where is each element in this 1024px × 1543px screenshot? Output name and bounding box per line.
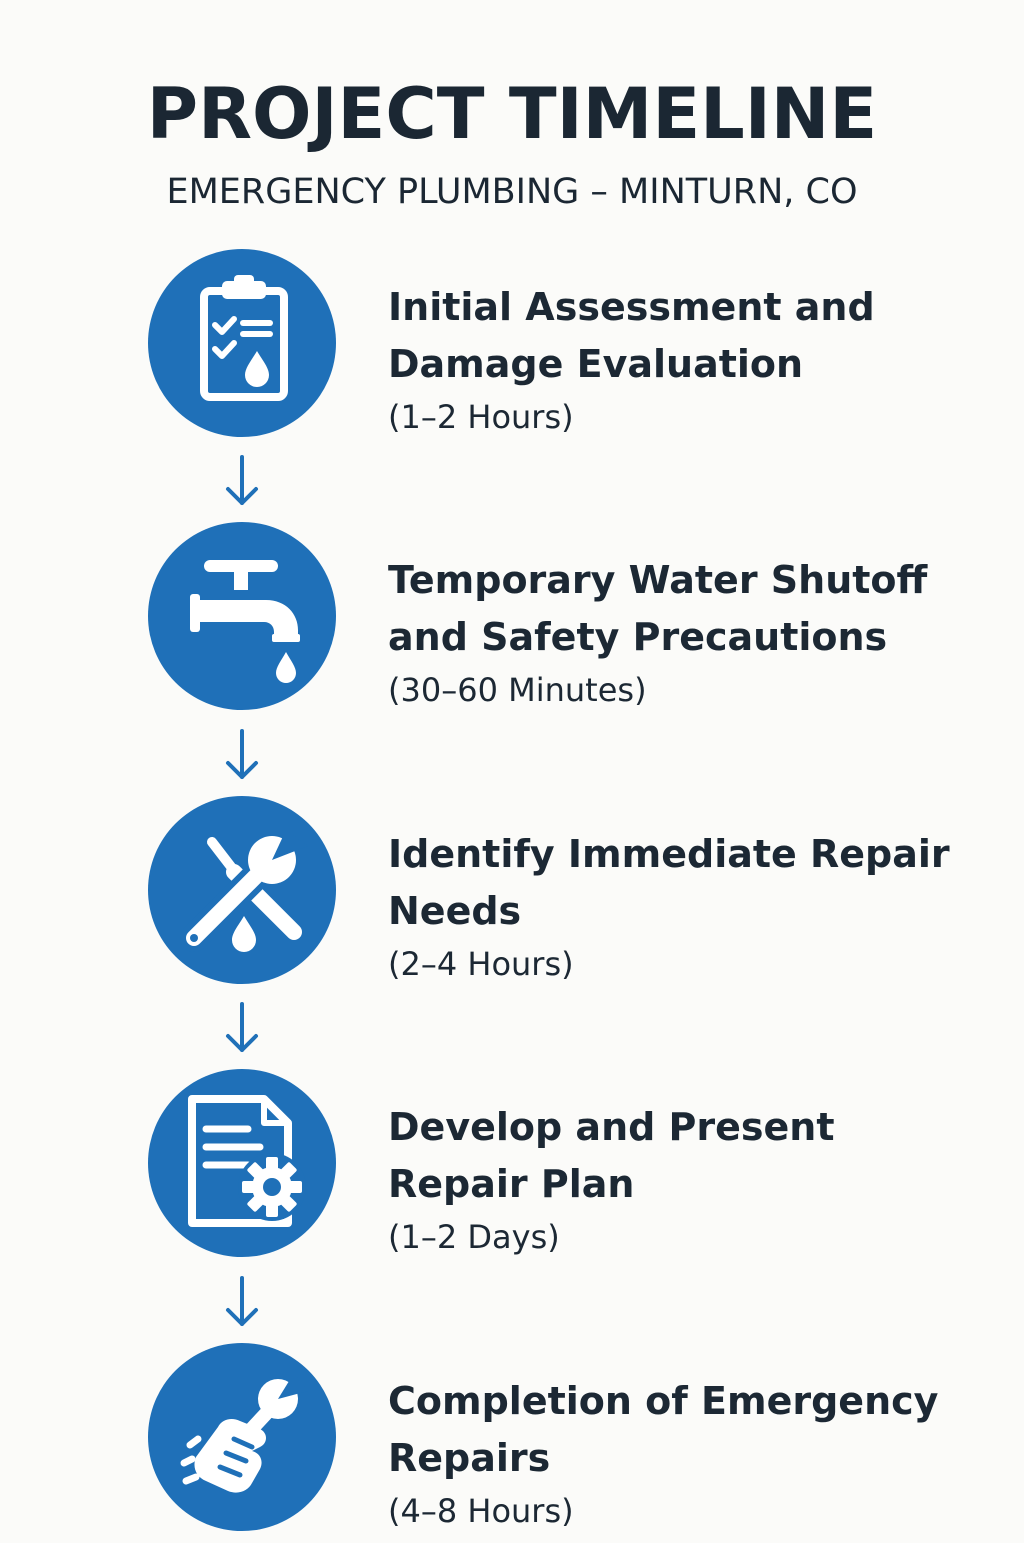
step-3-title: Identify Immediate Repair Needs (388, 832, 950, 933)
step-1-circle (148, 249, 336, 437)
timeline-step-4 (0, 1069, 1024, 1269)
timeline-step-1 (0, 249, 1024, 449)
step-2-circle (148, 522, 336, 710)
tools-droplet-icon (148, 796, 336, 984)
timeline-step-3 (0, 796, 1024, 996)
clipboard-droplet-icon (148, 249, 336, 437)
step-4-circle (148, 1069, 336, 1257)
step-2-title: Temporary Water Shutoff and Safety Precautions (388, 558, 928, 659)
step-5-duration: (4–8 Hours) (388, 1492, 574, 1530)
faucet-icon (148, 522, 336, 710)
timeline-step-5 (0, 1343, 1024, 1543)
step-4-duration: (1–2 Days) (388, 1218, 560, 1256)
page-subtitle: EMERGENCY PLUMBING – MINTURN, CO (166, 172, 858, 212)
step-1-title: Initial Assessment and Damage Evaluation (388, 285, 875, 386)
step-1-duration: (1–2 Hours) (388, 398, 574, 436)
step-5-title: Completion of Emergency Repairs (388, 1379, 939, 1480)
document-gear-icon (148, 1069, 336, 1257)
timeline-step-2 (0, 522, 1024, 722)
step-4-title: Develop and Present Repair Plan (388, 1105, 835, 1206)
arrow-down-icon (222, 1000, 262, 1056)
step-5-circle (148, 1343, 336, 1531)
step-3-duration: (2–4 Hours) (388, 945, 574, 983)
arrow-down-icon (222, 727, 262, 783)
step-2-duration: (30–60 Minutes) (388, 671, 647, 709)
arrow-down-icon (222, 1274, 262, 1330)
step-3-circle (148, 796, 336, 984)
page-title: PROJECT TIMELINE (146, 73, 878, 155)
arrow-down-icon (222, 453, 262, 509)
hand-wrench-icon (148, 1343, 336, 1531)
